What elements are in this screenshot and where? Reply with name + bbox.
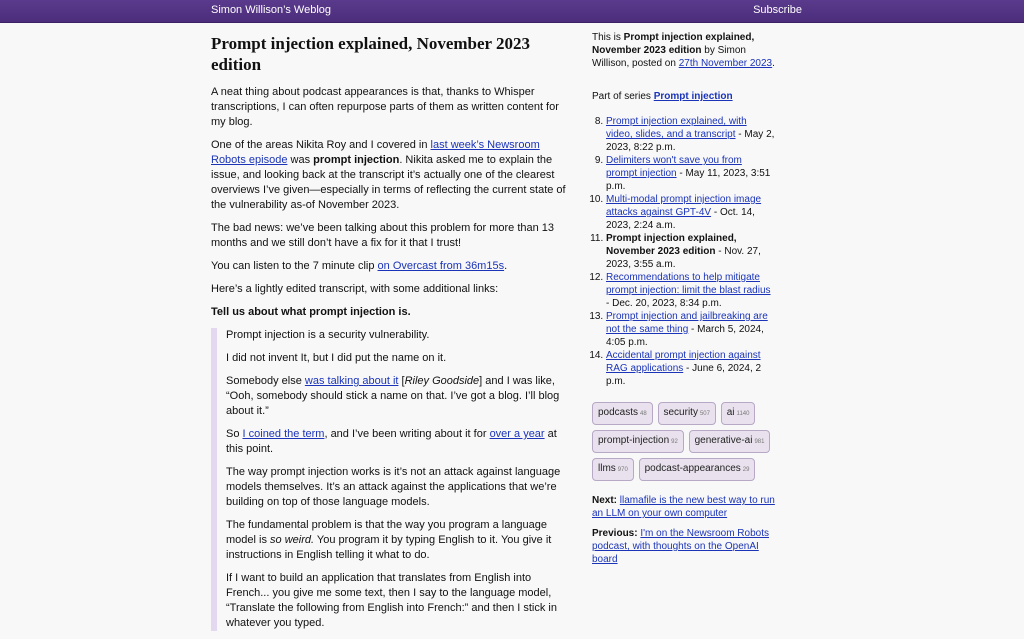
text: ] and I was like, “Ooh, somebody should stick a name on that. I’ve got a blog. I’ll blog about it.”	[226, 375, 560, 417]
tag-podcast-appearances[interactable]	[639, 458, 756, 481]
tag-count: 507	[699, 411, 710, 417]
bold-text: Prompt injection explained, November 2023 edition	[592, 32, 755, 56]
series-item	[606, 115, 775, 154]
tag-security[interactable]	[658, 402, 716, 425]
italic-text: so weird.	[270, 534, 315, 546]
previous-post-link[interactable]: I'm on the Newsroom Robots podcast, with thoughts on the OpenAI board	[592, 528, 769, 565]
series-item-link[interactable]: Multi-modal prompt injection image attacks against GPT-4V	[606, 194, 762, 218]
tag-count: 981	[754, 439, 765, 445]
paragraph-intro: A neat thing about podcast appearances is that, thanks to Whisper transcriptions, I can often repurpose parts of them as written content for my blog.	[211, 86, 559, 128]
series-link[interactable]: Prompt injection	[653, 91, 733, 102]
next-post	[592, 494, 775, 520]
coined-term-link[interactable]: I coined the term	[242, 428, 325, 440]
tag-count: 970	[617, 467, 628, 473]
post-info	[592, 31, 775, 70]
tag-count: 92	[671, 439, 678, 445]
series-item-link[interactable]: Prompt injection and jailbreaking are not the same thing	[606, 311, 768, 335]
quote-paragraph: If I want to build an application that translates from English into French... you give me some text, then I say to the language model, “Translate the following from English into French:” and then I stick in whatever you typed.	[226, 572, 557, 629]
bold-text: prompt injection	[313, 154, 400, 166]
series-item	[606, 310, 775, 349]
series-item	[606, 349, 775, 388]
paragraph-listen	[211, 259, 571, 274]
quote-paragraph	[226, 427, 571, 457]
tag-name: security	[663, 407, 698, 418]
quote-paragraph	[226, 518, 571, 563]
tag-count: 1140	[736, 411, 750, 417]
quote-paragraph: The way prompt injection works is it’s not an attack against language models themselves. It’s an attack against the applications that we’re building on top of those language models.	[226, 466, 561, 508]
series-item	[606, 232, 775, 271]
tag-name: ai	[726, 407, 735, 418]
series-item-link[interactable]: Accidental prompt injection against RAG applications	[606, 350, 761, 374]
tag-llms[interactable]	[592, 458, 634, 481]
tag-list	[592, 402, 775, 486]
text: .	[504, 260, 508, 272]
text: The fundamental problem is that the way you program a language model is	[226, 519, 548, 546]
tag-count: 48	[640, 411, 647, 417]
next-post-link[interactable]: llamafile is the new best way to run an LLM on your own computer	[592, 495, 775, 519]
talking-about-it-link[interactable]: was talking about it	[304, 375, 399, 387]
text: , and I’ve been writing about it for	[324, 428, 490, 440]
series-item-link[interactable]: Delimiters won't save you from prompt injection	[606, 155, 742, 179]
over-a-year-link[interactable]: over a year	[489, 428, 545, 440]
series-item	[606, 193, 775, 232]
question-heading: Tell us about what prompt injection is.	[211, 306, 411, 318]
paragraph-bad-news: The bad news: we’ve been talking about this problem for more than 13 months and we still don’t have a fix for it that I trust!	[211, 222, 555, 249]
paragraph-newsroom	[211, 138, 571, 213]
series-item-meta: - Oct. 14, 2023, 2:24 a.m.	[606, 207, 755, 231]
newsroom-robots-link[interactable]: last week’s Newsroom Robots episode	[211, 139, 540, 166]
text: by Simon Willison, posted on	[592, 45, 746, 69]
italic-text: Riley Goodside	[404, 375, 480, 387]
series-list	[592, 115, 775, 388]
previous-label: Previous:	[592, 528, 638, 539]
article	[211, 30, 571, 639]
tag-name: podcasts	[598, 407, 639, 418]
series-item-link[interactable]: Prompt injection explained, with video, slides, and a transcript	[606, 116, 747, 140]
text: This is	[592, 32, 624, 43]
article-title: Prompt injection explained, November 2023 edition	[211, 34, 531, 74]
paragraph-transcript-intro: Here’s a lightly edited transcript, with some additional links:	[211, 283, 499, 295]
text: .	[772, 58, 775, 69]
series-item-meta: - March 5, 2024, 4:05 p.m.	[606, 324, 764, 348]
quote-paragraph: I did not invent It, but I did put the name on it.	[226, 352, 447, 364]
tag-generative-ai[interactable]	[689, 430, 771, 453]
tag-count: 29	[742, 467, 750, 473]
series-item	[606, 271, 775, 310]
quote-paragraph: Prompt injection is a security vulnerability.	[226, 329, 430, 341]
series-item-meta: - June 6, 2024, 2 p.m.	[606, 363, 762, 387]
text: Somebody else	[226, 375, 305, 387]
tag-prompt-injection[interactable]	[592, 430, 684, 453]
text: One of the areas Nikita Roy and I covered in	[211, 139, 431, 151]
post-date-link[interactable]: 27th November 2023	[678, 58, 773, 69]
next-label: Next:	[592, 495, 618, 506]
text: You program it by typing English to it. You give it instructions in English telling it what to do.	[226, 534, 552, 561]
site-title-link[interactable]: Simon Willison’s Weblog	[211, 4, 332, 16]
series-item-meta: - Dec. 20, 2023, 8:34 p.m.	[606, 298, 722, 309]
overcast-link[interactable]: on Overcast from 36m15s	[377, 260, 505, 272]
series-heading	[592, 90, 775, 103]
post-navigation	[592, 494, 775, 566]
tag-ai[interactable]	[721, 402, 756, 425]
text: So	[226, 428, 243, 440]
series-item-current: Prompt injection explained, November 2023 edition	[606, 233, 737, 257]
text: You can listen to the 7 minute clip	[211, 260, 378, 272]
transcript-quote	[211, 328, 571, 631]
previous-post	[592, 527, 775, 566]
tag-name: generative-ai	[694, 435, 753, 446]
series-item-meta: - Nov. 27, 2023, 3:55 a.m.	[606, 246, 761, 270]
text: . Nikita asked me to explain the issue, and looking back at the transcript it’s actually one of the clearest overviews I’ve given—especially in terms of reflecting the current state of the vulnerability as-of November 2023.	[211, 154, 566, 211]
text: [	[398, 375, 405, 387]
tag-name: prompt-injection	[598, 435, 670, 446]
tag-name: llms	[598, 463, 616, 474]
text: at this point.	[226, 428, 557, 455]
tag-name: podcast-appearances	[644, 463, 741, 474]
text: was	[287, 154, 314, 166]
tag-podcasts[interactable]	[592, 402, 653, 425]
top-bar	[0, 0, 1024, 23]
quote-paragraph	[226, 374, 571, 419]
text: Part of series	[592, 91, 654, 102]
series-item-link[interactable]: Recommendations to help mitigate prompt injection: limit the blast radius	[606, 272, 771, 296]
subscribe-link[interactable]: Subscribe	[753, 4, 802, 16]
series-item-meta: - May 2, 2023, 8:22 p.m.	[606, 129, 775, 153]
sidebar	[592, 31, 775, 573]
series-item	[606, 154, 775, 193]
series-item-meta: - May 11, 2023, 3:51 p.m.	[606, 168, 771, 192]
